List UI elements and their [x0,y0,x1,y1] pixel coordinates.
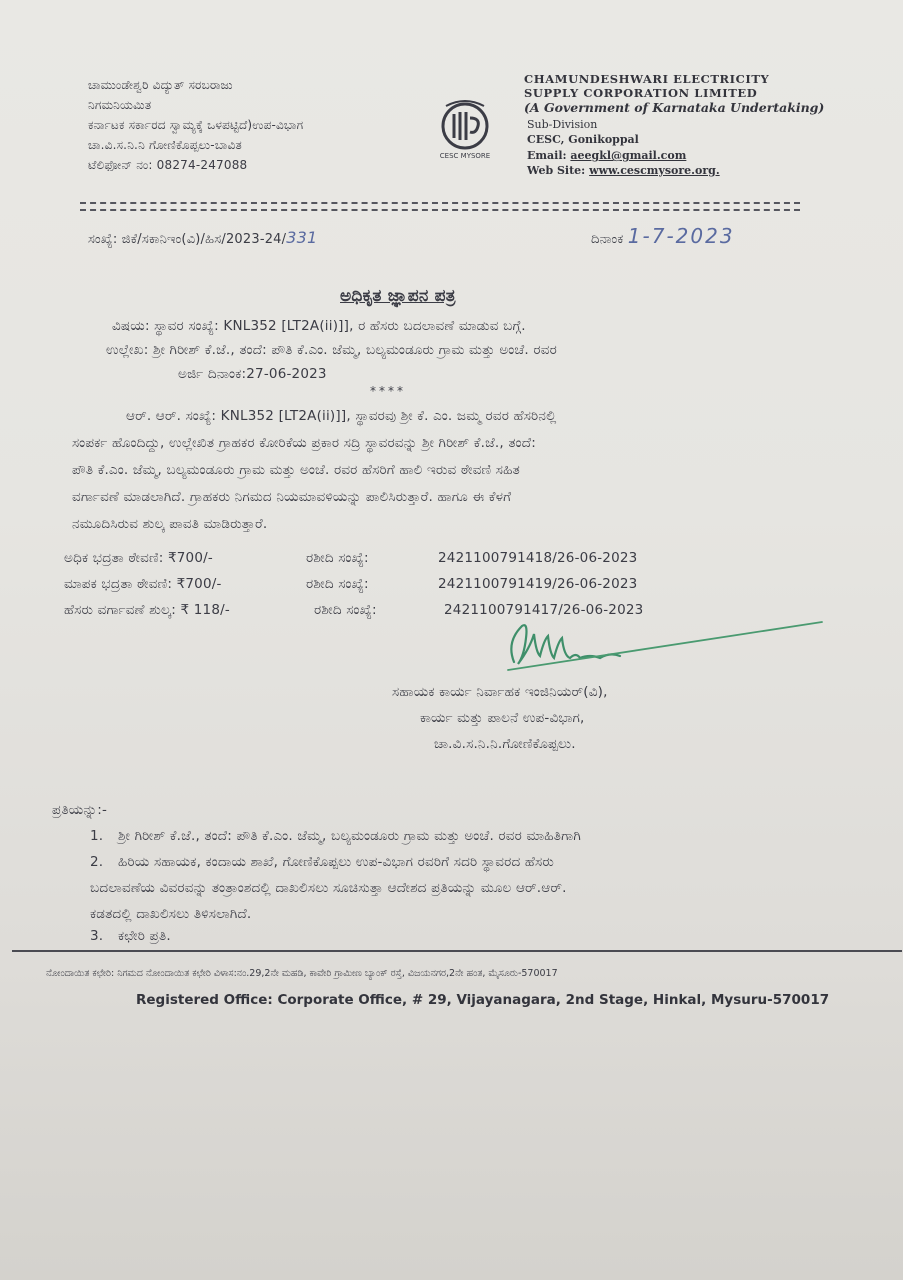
signatory-title: ಸಹಾಯಕ ಕಾರ್ಯ ನಿರ್ವಾಹಕ ಇಂಜಿನಿಯರ್(ವಿ), [392,684,608,700]
reference-line: ಅರ್ಜಿ ದಿನಾಂಕ:27-06-2023 [178,366,327,382]
email-link[interactable]: aeegkl@gmail.com [570,149,687,162]
footer-kannada: ನೋಂದಾಯಿತ ಕಛೇರಿ: ನಿಗಮದ ನೋಂದಾಯಿತ ಕಛೇರಿ ವಿಳಾಸ:ನಂ.29,2ನೇ ಮಹಡಿ, ಕಾವೇರಿ ಗ್ರಾಮೀಣ ಬ್ಯಾಂಕ್ ರಸ್ತೆ, ವಿಜಯನಗರ,2ನೇ ಹಂತ, ಮೈಸೂರು-570017 [46,968,558,979]
receipt-number: 2421100791417/26-06-2023 [444,602,644,618]
section-stars: **** [370,384,406,398]
subject-line: ವಿಷಯ: ಸ್ಥಾವರ ಸಂಖ್ಯೆ: KNL352 [LT2A(ii)]], ರ ಹೆಸರು ಬದಲಾವಣೆ ಮಾಡುವ ಬಗ್ಗೆ. [112,318,526,334]
signature-icon [500,612,830,682]
website-line [527,164,720,177]
email-line [527,149,686,162]
kannada-org-line: ಕರ್ನಾಟಕ ಸರ್ಕಾರದ ಸ್ವಾಮ್ಯಕ್ಕೆ ಒಳಪಟ್ಟಿದೆ)ಉಪ-ವಿಭಾಗ [88,118,304,132]
body-line: ಆರ್. ಆರ್. ಸಂಖ್ಯೆ: KNL352 [LT2A(ii)]], ಸ್ಥಾವರವು ಶ್ರೀ ಕೆ. ಎಂ. ಜಮ್ಮ ರವರ ಹೆಸರಿನಲ್ಲಿ [126,408,557,424]
reference-number [88,228,317,247]
website-label: Web Site: [527,164,586,177]
receipt-label: ರಶೀದಿ ಸಂಖ್ಯೆ: [306,576,369,592]
signatory-place: ಚಾ.ವಿ.ಸ.ನಿ.ನಿ.ಗೋಣಿಕೊಪ್ಪಲು. [434,736,576,752]
header-divider [80,209,800,211]
date-handwritten: 1-7-2023 [627,224,735,248]
org-name-line: CHAMUNDESHWARI ELECTRICITY [524,72,770,86]
receipt-number: 2421100791418/26-06-2023 [438,550,638,566]
copy-line: ಕಡತದಲ್ಲಿ ದಾಖಲಿಸಲು ತಿಳಿಸಲಾಗಿದೆ. [90,906,252,922]
office-line: CESC, Gonikoppal [527,133,639,146]
payment-label: ಹೆಸರು ವರ್ಗಾವಣೆ ಶುಲ್ಕ: ₹ 118/- [64,602,230,618]
reference-line: ಉಲ್ಲೇಖ: ಶ್ರೀ ಗಿರೀಶ್ ಕೆ.ಜೆ., ತಂದೆ: ಪೌತಿ ಕೆ.ಎಂ. ಜೆಮ್ಮ, ಬಲ್ಯಮಂಡೂರು ಗ್ರಾಮ ಮತ್ತು ಅಂಚೆ. ರವರ [106,342,557,358]
kannada-org-line: ಚಾ.ವಿ.ಸ.ನಿ.ನಿ ಗೋಣಿಕೊಪ್ಪಲು-ಬಾವಿತ [88,138,242,152]
footer-english: Registered Office: Corporate Office, # 29, Vijayanagara, 2nd Stage, Hinkal, Mysuru-570017 [136,992,830,1008]
copies-heading: ಪ್ರತಿಯನ್ನು:- [52,802,108,818]
document-title: ಅಧಿಕೃತ ಜ್ಞಾಪನ ಪತ್ರ [340,286,456,306]
body-line: ಪೌತಿ ಕೆ.ಎಂ. ಜೆಮ್ಮ, ಬಲ್ಯಮಂಡೂರು ಗ್ರಾಮ ಮತ್ತು ಅಂಚೆ. ರವರ ಹೆಸರಿಗೆ ಹಾಲಿ ಇರುವ ಠೇವಣಿ ಸಹಿತ [72,462,521,478]
org-govt-line: (A Government of Karnataka Undertaking) [524,100,825,115]
copy-number: 2. [90,854,104,870]
copy-line: ಕಛೇರಿ ಪ್ರತಿ. [118,928,171,944]
kannada-org-line: ಚಾಮುಂಡೇಶ್ವರಿ ವಿದ್ಯುತ್ ಸರಬರಾಜು [88,78,233,92]
header-divider [80,202,800,204]
copy-number: 3. [90,928,104,944]
receipt-label: ರಶೀದಿ ಸಂಖ್ಯೆ: [314,602,377,618]
footer-divider [12,950,902,952]
receipt-number: 2421100791419/26-06-2023 [438,576,638,592]
website-link[interactable]: www.cescmysore.org. [589,164,720,177]
reference-number-label: ಸಂಖ್ಯೆ: ಜಿಕೆ/ಸಕಾನಿಇಂ(ವಿ)/ಹಿಸ/2023-24/ [88,232,287,247]
body-line: ನಮೂದಿಸಿರುವ ಶುಲ್ಕ ಪಾವತಿ ಮಾಡಿರುತ್ತಾರೆ. [72,516,268,532]
reference-date [591,224,735,248]
kannada-phone-line: ಟೆಲಿಫೋನ್ ನಂ: 08274-247088 [88,158,248,172]
copy-number: 1. [90,828,104,844]
copy-line: ಬದಲಾವಣೆಯ ವಿವರವನ್ನು ತಂತ್ರಾಂಶದಲ್ಲಿ ದಾಖಲಿಸಲು ಸೂಚಿಸುತ್ತಾ ಆದೇಶದ ಪ್ರತಿಯನ್ನು ಮೂಲ ಆರ್.ಆರ್. [90,880,567,896]
sub-division-line: Sub-Division [527,118,598,131]
payment-label: ಮಾಪಕ ಭದ್ರತಾ ಠೇವಣಿ: ₹700/- [64,576,222,592]
cesc-logo-icon [432,96,498,162]
receipt-label: ರಶೀದಿ ಸಂಖ್ಯೆ: [306,550,369,566]
date-label: ದಿನಾಂಕ [591,232,624,247]
copy-line: ಹಿರಿಯ ಸಹಾಯಕ, ಕಂದಾಯ ಶಾಖೆ, ಗೋಣಿಕೊಪ್ಪಲು ಉಪ-ವಿಭಾಗ ರವರಿಗೆ ಸದರಿ ಸ್ಥಾವರದ ಹೆಸರು [118,854,555,870]
copy-line: ಶ್ರೀ ಗಿರೀಶ್ ಕೆ.ಜೆ., ತಂದೆ: ಪೌತಿ ಕೆ.ಎಂ. ಜೆಮ್ಮ, ಬಲ್ಯಮಂಡೂರು ಗ್ರಾಮ ಮತ್ತು ಅಂಚೆ. ರವರ ಮಾಹಿತಿಗಾಗಿ [118,828,581,844]
body-line: ವರ್ಗಾವಣೆ ಮಾಡಲಾಗಿದೆ. ಗ್ರಾಹಕರು ನಿಗಮದ ನಿಯಮಾವಳಿಯನ್ನು ಪಾಲಿಸಿರುತ್ತಾರೆ. ಹಾಗೂ ಈ ಕೆಳಗೆ [72,489,512,505]
reference-number-handwritten: 331 [286,228,318,247]
email-label: Email: [527,149,567,162]
kannada-org-line: ನಿಗಮನಿಯಮಿತ [88,98,152,112]
logo-caption: CESC MYSORE [439,152,491,160]
org-name-line: SUPPLY CORPORATION LIMITED [524,86,758,100]
signatory-office: ಕಾರ್ಯ ಮತ್ತು ಪಾಲನೆ ಉಪ-ವಿಭಾಗ, [420,710,585,726]
payment-label: ಅಧಿಕ ಭದ್ರತಾ ಠೇವಣಿ: ₹700/- [64,550,213,566]
body-line: ಸಂಪರ್ಕ ಹೊಂದಿದ್ದು, ಉಲ್ಲೇಖಿತ ಗ್ರಾಹಕರ ಕೋರಿಕೆಯ ಪ್ರಕಾರ ಸದ್ರಿ ಸ್ಥಾವರವನ್ನು ಶ್ರೀ ಗಿರೀಶ್ ಕೆ.ಜೆ., ತಂದೆ: [72,435,536,451]
